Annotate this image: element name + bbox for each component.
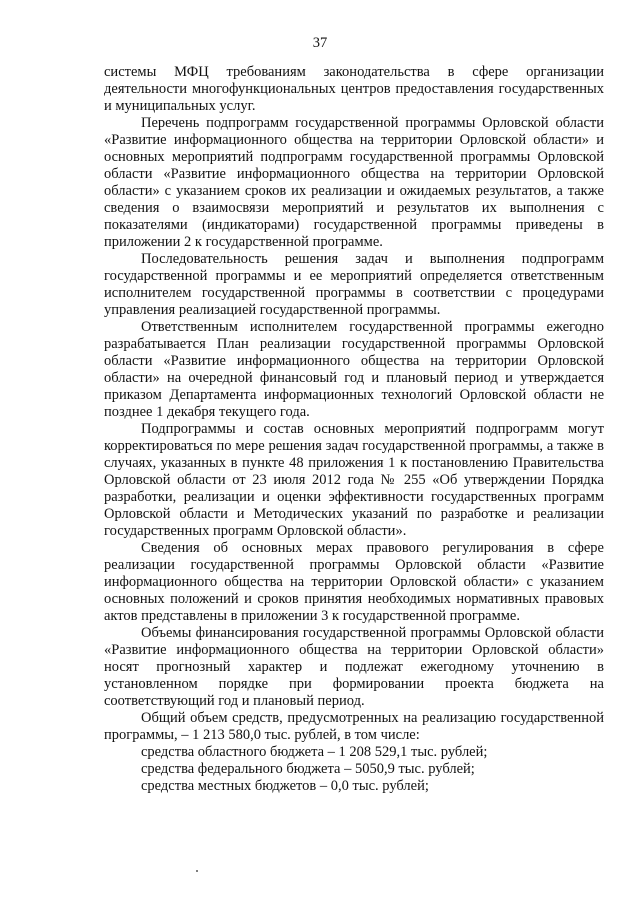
document-body bbox=[104, 64, 604, 795]
paragraph-subprograms-list: Перечень подпрограмм государственной программы Орловской области «Развитие информационного общества на территории Орловской области» и основных мероприятий подпрограмм государственной программы Орловской области «Развитие информационного общества на территории Орловской области» с указанием сроков их реализации и ожидаемых результатов, а также сведения о взаимосвязи мероприятий и результатов их выполнения с показателями (индикаторами) государственной программы приведены в приложении 2 к государственной программе. bbox=[104, 115, 604, 250]
paragraph-adjustments: Подпрограммы и состав основных мероприятий подпрограмм могут корректироваться по мере решения задач государственной программы, а также в случаях, указанных в пункте 48 приложения 1 к постановлению Правительства Орловской области от 23 июля 2012 года № 255 «Об утверждении Порядка разработки, реализации и оценки эффективности государственных программ Орловской области и Методических указаний по разработке и реализации государственных программ Орловской области». bbox=[104, 421, 604, 539]
funding-item-federal: средства федерального бюджета – 5050,9 тыс. рублей; bbox=[141, 761, 475, 777]
paragraph-mfc-requirements: системы МФЦ требованиям законодательства в сфере организации деятельности многофункциональных центров предоставления государственных и муниципальных услуг. bbox=[104, 64, 604, 114]
paragraph-total-funds: Общий объем средств, предусмотренных на реализацию государственной программы, – 1 213 580,0 тыс. рублей, в том числе: bbox=[104, 710, 604, 743]
paragraph-financing-volumes: Объемы финансирования государственной программы Орловской области «Развитие информационного общества на территории Орловской области» носят прогнозный характер и подлежат ежегодному уточнению в установленном порядке при формировании проекта бюджета на соответствующий год и плановый период. bbox=[104, 625, 604, 709]
paragraph-sequence: Последовательность решения задач и выполнения подпрограмм государственной программы и ее мероприятий определяется ответственным исполнителем государственной программы в соответствии с процедурами управления реализацией государственной программы. bbox=[104, 251, 604, 318]
funding-item-local: средства местных бюджетов – 0,0 тыс. рублей; bbox=[141, 778, 429, 794]
paragraph-legal-regulation: Сведения об основных мерах правового регулирования в сфере реализации государственной программы Орловской области «Развитие информационного общества на территории Орловской области» с указанием основных положений и сроков принятия необходимых нормативных правовых актов представлены в приложении 3 к государственной программе. bbox=[104, 540, 604, 624]
funding-item-regional: средства областного бюджета – 1 208 529,1 тыс. рублей; bbox=[141, 744, 488, 760]
scan-speck bbox=[196, 870, 198, 872]
page-number: 37 bbox=[312, 35, 328, 51]
paragraph-implementation-plan: Ответственным исполнителем государственной программы ежегодно разрабатывается План реализации государственной программы Орловской области «Развитие информационного общества на территории Орловской области» на очередной финансовый год и плановый период и утверждается приказом Департамента информационных технологий Орловской области не позднее 1 декабря текущего года. bbox=[104, 319, 604, 420]
